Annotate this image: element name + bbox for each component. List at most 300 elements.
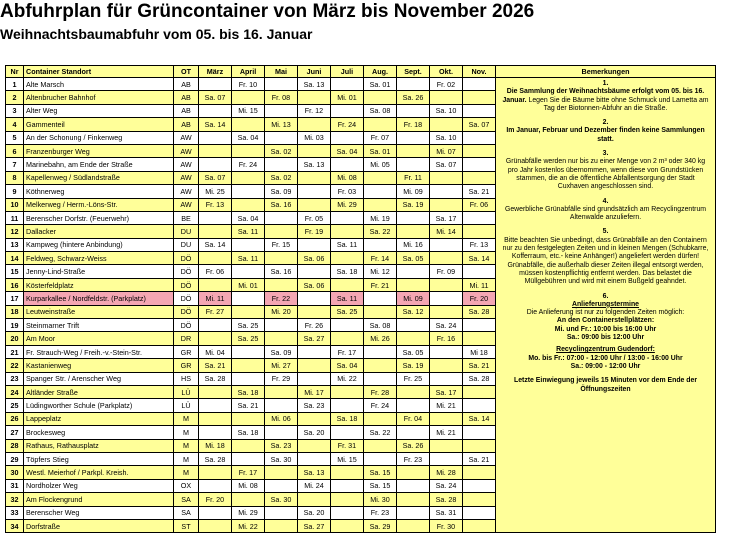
date-cell [265,506,298,519]
location-name: Kapellenweg / Südlandstraße [24,171,174,184]
page-title: Abfuhrplan für Grüncontainer von März bis November 2026 [0,1,535,22]
date-cell [298,171,331,184]
row-number: 19 [6,319,24,332]
date-cell: Sa. 19 [397,198,430,211]
district-code: AB [174,91,199,104]
date-cell [331,158,364,171]
date-cell [364,345,397,358]
row-number: 3 [6,104,24,117]
date-cell [331,506,364,519]
date-cell: Sa. 26 [397,91,430,104]
row-number: 20 [6,332,24,345]
date-cell [298,144,331,157]
date-cell [364,439,397,452]
district-code: M [174,466,199,479]
date-cell: Sa. 02 [265,144,298,157]
row-number: 29 [6,452,24,465]
date-cell [298,118,331,131]
date-cell [331,385,364,398]
date-cell [199,78,232,91]
date-cell [397,131,430,144]
date-cell: Fr. 13 [199,198,232,211]
row-number: 25 [6,399,24,412]
date-cell [265,479,298,492]
date-cell: Fr. 31 [331,439,364,452]
row-number: 6 [6,144,24,157]
date-cell: Fr. 11 [397,171,430,184]
date-cell: Sa. 28 [463,305,496,318]
district-code: AW [174,185,199,198]
date-cell: Sa. 27 [298,519,331,532]
row-number: 5 [6,131,24,144]
date-cell: Sa. 15 [364,466,397,479]
table-row [6,78,716,91]
date-cell [397,319,430,332]
date-cell: Sa. 11 [232,225,265,238]
date-cell [430,198,463,211]
date-cell: Sa. 28 [199,452,232,465]
location-name: Melkerweg / Herm.-Löns-Str. [24,198,174,211]
date-cell: Sa. 04 [331,359,364,372]
date-cell: Sa. 14 [463,252,496,265]
date-cell [397,332,430,345]
date-cell [265,466,298,479]
location-name: Leutweinstraße [24,305,174,318]
location-name: Steinmarner Trift [24,319,174,332]
date-cell: Fr. 12 [298,104,331,117]
district-code: M [174,412,199,425]
date-cell: Fr. 29 [265,372,298,385]
date-cell [232,345,265,358]
date-cell: Sa. 11 [331,238,364,251]
date-cell: Fr. 20 [463,292,496,305]
district-code: DR [174,332,199,345]
date-cell [265,519,298,532]
date-cell: Sa. 04 [232,211,265,224]
date-cell: Mi. 12 [364,265,397,278]
district-code: DÖ [174,292,199,305]
date-cell [265,332,298,345]
location-name: Kampweg (hintere Anbindung) [24,238,174,251]
date-cell: Sa. 25 [232,332,265,345]
row-number: 23 [6,372,24,385]
date-cell [397,466,430,479]
date-cell [232,171,265,184]
row-number: 4 [6,118,24,131]
district-code: M [174,452,199,465]
location-name: Gammenteil [24,118,174,131]
date-cell [331,519,364,532]
district-code: M [174,426,199,439]
date-cell [199,519,232,532]
date-cell [232,359,265,372]
row-number: 18 [6,305,24,318]
date-cell: Mi. 11 [199,292,232,305]
district-code: AW [174,131,199,144]
remark-1-bold: Die Sammlung der Weihnachtsbäume erfolgt vom 05. bis 16. Januar. [502,88,705,104]
date-cell: Fr. 18 [397,118,430,131]
date-cell: Fr. 20 [199,493,232,506]
date-cell: Fr. 13 [463,238,496,251]
district-code: LÜ [174,385,199,398]
date-cell [463,332,496,345]
date-cell [364,118,397,131]
date-cell: Sa. 28 [463,372,496,385]
district-code: AW [174,158,199,171]
date-cell [199,479,232,492]
date-cell [232,452,265,465]
date-cell: Sa. 13 [298,158,331,171]
remark-6-title: Anlieferungstermine [571,300,639,308]
date-cell [364,91,397,104]
date-cell [430,439,463,452]
date-cell [298,493,331,506]
date-cell [298,91,331,104]
header-3: März [199,66,232,78]
location-name: Alte Marsch [24,78,174,91]
district-code: OX [174,479,199,492]
row-number: 24 [6,385,24,398]
date-cell [430,372,463,385]
date-cell: Fr. 27 [199,305,232,318]
date-cell [298,439,331,452]
date-cell: Sa. 14 [199,118,232,131]
date-cell: Sa. 17 [430,211,463,224]
location-name: Jenny-Lind-Straße [24,265,174,278]
date-cell: Sa. 28 [199,372,232,385]
date-cell [232,439,265,452]
row-number: 28 [6,439,24,452]
row-number: 21 [6,345,24,358]
row-number: 14 [6,252,24,265]
date-cell [463,426,496,439]
location-name: An der Schonung / Finkenweg [24,131,174,144]
date-cell [199,144,232,157]
date-cell: Fr. 23 [397,452,430,465]
date-cell [397,144,430,157]
date-cell [364,292,397,305]
date-cell: Fr. 09 [430,265,463,278]
row-number: 30 [6,466,24,479]
date-cell [364,185,397,198]
district-code: HS [174,372,199,385]
date-cell [298,372,331,385]
date-cell: Sa. 09 [265,345,298,358]
date-cell [199,131,232,144]
date-cell [298,265,331,278]
date-cell: Sa. 27 [298,332,331,345]
date-cell: Sa. 07 [199,91,232,104]
date-cell: Mi. 05 [364,158,397,171]
header-0: Nr [6,66,24,78]
date-cell: Sa. 16 [265,265,298,278]
date-cell [331,399,364,412]
date-cell [232,305,265,318]
date-cell: Sa. 14 [463,412,496,425]
district-code: AB [174,118,199,131]
date-cell: Sa. 06 [298,252,331,265]
date-cell [331,78,364,91]
date-cell [364,171,397,184]
remark-6-text: Die Anlieferung ist nur zu folgenden Zeiten möglich: [526,309,685,317]
date-cell: Sa. 21 [232,399,265,412]
date-cell [397,385,430,398]
remark-6-rz-label: Recyclingzentrum Gudendorf: [556,346,655,354]
remark-5-number: 5. [602,228,609,236]
date-cell: Sa. 09 [265,185,298,198]
date-cell [199,506,232,519]
date-cell: Sa. 07 [199,171,232,184]
header-row [6,66,716,78]
date-cell [397,506,430,519]
date-cell [463,319,496,332]
date-cell: Sa. 25 [232,319,265,332]
date-cell [463,519,496,532]
date-cell: Fr. 02 [430,78,463,91]
date-cell [430,412,463,425]
date-cell [298,412,331,425]
location-name: Kastanienweg [24,359,174,372]
date-cell [265,158,298,171]
district-code: DU [174,225,199,238]
location-name: Franzenburger Weg [24,144,174,157]
date-cell [331,332,364,345]
location-name: Westl. Meierhof / Parkpl. Kreish. [24,466,174,479]
remark-6-rz-sat: Sa.: 09:00 - 12:00 Uhr [570,362,641,370]
date-cell [199,399,232,412]
page-subtitle: Weihnachtsbaumabfuhr vom 05. bis 16. Januar [0,26,313,42]
date-cell: Sa. 13 [298,466,331,479]
date-cell: Mi. 29 [232,506,265,519]
date-cell: Fr. 15 [265,238,298,251]
date-cell [430,292,463,305]
date-cell [331,225,364,238]
location-name: Töpfers Stieg [24,452,174,465]
date-cell [463,506,496,519]
date-cell [298,345,331,358]
row-number: 10 [6,198,24,211]
location-name: Dallacker [24,225,174,238]
date-cell: Mi. 06 [265,412,298,425]
date-cell: Fr. 16 [430,332,463,345]
header-1: Container Standort [24,66,174,78]
date-cell [463,439,496,452]
location-name: Brockesweg [24,426,174,439]
date-cell: Mi. 25 [199,185,232,198]
header-9: Sept. [397,66,430,78]
location-name: Nordholzer Weg [24,479,174,492]
date-cell [265,211,298,224]
date-cell: Mi. 22 [232,519,265,532]
remark-1-text: Legen Sie die Bäume bitte ohne Schmuck und Lametta am Tag der Biotonnen-Abfuhr an die Straße. [528,96,709,112]
district-code: AW [174,198,199,211]
date-cell [397,278,430,291]
date-cell [265,78,298,91]
date-cell: Fr. 30 [430,519,463,532]
row-number: 17 [6,292,24,305]
date-cell: Fr. 17 [232,466,265,479]
date-cell [463,78,496,91]
date-cell [430,185,463,198]
location-name: Dorfstraße [24,519,174,532]
date-cell [331,104,364,117]
header-11: Nov. [463,66,496,78]
date-cell [463,493,496,506]
row-number: 1 [6,78,24,91]
location-name: Altländer Straße [24,385,174,398]
date-cell: Sa. 23 [298,399,331,412]
date-cell: Mi. 01 [331,91,364,104]
row-number: 31 [6,479,24,492]
district-code: AB [174,78,199,91]
date-cell [199,252,232,265]
date-cell [199,426,232,439]
date-cell: Mi. 15 [232,104,265,117]
date-cell: Mi. 03 [298,131,331,144]
date-cell [463,171,496,184]
header-5: Mai [265,66,298,78]
date-cell [232,198,265,211]
district-code: SA [174,506,199,519]
date-cell [199,278,232,291]
date-cell [463,104,496,117]
location-name: Berenscher Weg [24,506,174,519]
date-cell: Sa. 14 [199,238,232,251]
date-cell [397,158,430,171]
date-cell [463,211,496,224]
date-cell: Sa. 30 [265,452,298,465]
location-name: Feldweg, Schwarz-Weiss [24,252,174,265]
date-cell: Mi. 15 [331,452,364,465]
date-cell [199,332,232,345]
district-code: ST [174,519,199,532]
date-cell: Mi. 29 [331,198,364,211]
header-2: OT [174,66,199,78]
date-cell: Sa. 18 [232,426,265,439]
date-cell [430,91,463,104]
district-code: DU [174,238,199,251]
date-cell [463,131,496,144]
date-cell [397,399,430,412]
header-8: Aug. [364,66,397,78]
date-cell [232,144,265,157]
date-cell: Sa. 06 [298,278,331,291]
district-code: DÖ [174,319,199,332]
date-cell: Mi. 08 [232,479,265,492]
remark-6-last: Letzte Einwiegung jeweils 15 Minuten vor dem Ende der Öffnungszeiten [513,377,698,393]
date-cell: Sa. 12 [397,305,430,318]
date-cell: Sa. 11 [331,292,364,305]
date-cell: Sa. 23 [265,439,298,452]
date-cell: Sa. 19 [397,359,430,372]
date-cell: Mi. 13 [265,118,298,131]
date-cell: Fr. 05 [298,211,331,224]
date-cell: Mi. 19 [364,211,397,224]
date-cell [298,185,331,198]
date-cell: Fr. 25 [397,372,430,385]
date-cell [463,144,496,157]
date-cell [265,399,298,412]
date-cell [265,104,298,117]
date-cell: Fr. 10 [232,78,265,91]
remark-6-rz-times: Mo. bis Fr.: 07:00 - 12:00 Uhr / 13:00 - 16:00 Uhr [528,354,683,362]
date-cell [232,265,265,278]
row-number: 26 [6,412,24,425]
date-cell [232,412,265,425]
date-cell [298,238,331,251]
date-cell: Sa. 07 [463,118,496,131]
date-cell [430,452,463,465]
date-cell: Mi. 28 [430,466,463,479]
date-cell [364,452,397,465]
row-number: 22 [6,359,24,372]
date-cell: Mi. 27 [265,359,298,372]
row-number: 8 [6,171,24,184]
date-cell [265,252,298,265]
date-cell [463,265,496,278]
date-cell: Sa. 18 [331,265,364,278]
row-number: 11 [6,211,24,224]
date-cell: Sa. 24 [430,479,463,492]
district-code: AB [174,104,199,117]
date-cell: Fr. 07 [364,131,397,144]
date-cell [331,211,364,224]
date-cell [199,104,232,117]
date-cell [265,426,298,439]
date-cell: Sa. 05 [397,252,430,265]
date-cell [331,466,364,479]
date-cell [397,493,430,506]
date-cell [430,278,463,291]
date-cell: Sa. 10 [430,104,463,117]
row-number: 32 [6,493,24,506]
district-code: AW [174,144,199,157]
row-number: 7 [6,158,24,171]
date-cell [331,493,364,506]
date-cell [298,292,331,305]
date-cell [265,225,298,238]
date-cell [430,171,463,184]
date-cell: Mi. 18 [199,439,232,452]
date-cell: Mi. 17 [298,385,331,398]
date-cell [199,211,232,224]
district-code: DÖ [174,305,199,318]
location-name: Kurparkallee / Nordfeldstr. (Parkplatz) [24,292,174,305]
remarks-panel [496,78,716,533]
date-cell: Mi. 09 [397,185,430,198]
date-cell [430,345,463,358]
remark-6-container-label: An den Containerstellplätzen: [556,317,655,325]
date-cell: Sa. 30 [265,493,298,506]
row-number: 12 [6,225,24,238]
date-cell: Fr. 26 [298,319,331,332]
date-cell: Mi 18 [463,345,496,358]
date-cell: Fr. 03 [331,185,364,198]
date-cell: Sa. 31 [430,506,463,519]
date-cell: Sa. 20 [298,506,331,519]
date-cell: Fr. 22 [265,292,298,305]
date-cell [463,399,496,412]
date-cell [331,319,364,332]
date-cell [232,292,265,305]
date-cell: Mi. 04 [199,345,232,358]
remark-3-text: Grünabfälle werden nur bis zu einer Menge von 2 m³ oder 340 kg pro Jahr kostenlos übernommen, wenn diese von Grundstücken stammen, die an die öffentliche Abfallentsorgung der Stadt Cuxhaven angeschlossen sind. [505,158,706,191]
row-number: 2 [6,91,24,104]
date-cell [430,359,463,372]
date-cell [199,466,232,479]
date-cell: Mi. 11 [463,278,496,291]
location-name: Am Flockengrund [24,493,174,506]
